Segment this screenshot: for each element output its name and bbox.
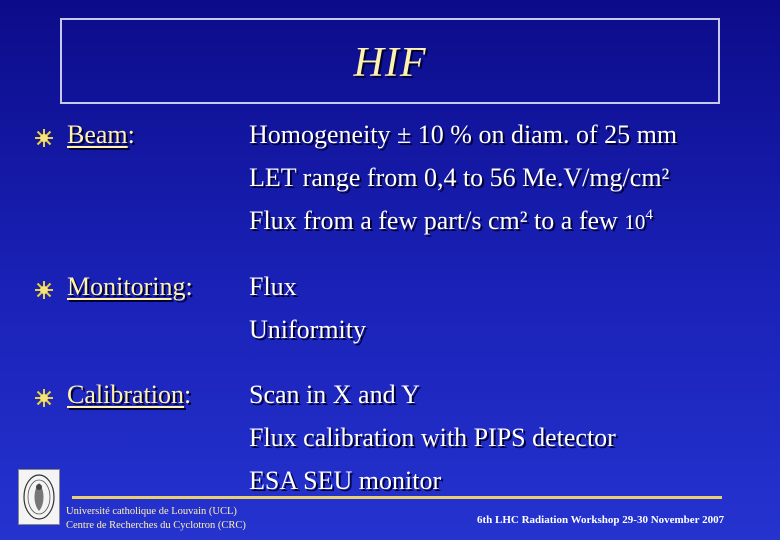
- beam-line-1: Homogeneity ± 10 % on diam. of 25 mm: [249, 120, 678, 149]
- footer-event: 6th LHC Radiation Workshop 29-30 November 2007: [477, 514, 725, 526]
- label-colon: :: [185, 272, 193, 301]
- starburst-bullet-icon: [34, 280, 54, 300]
- starburst-bullet-icon: [34, 128, 54, 148]
- monitoring-line-1: Flux: [249, 272, 297, 301]
- section-label-calibration: [67, 380, 191, 410]
- calibration-line-3: ESA SEU monitor: [249, 466, 442, 495]
- label-text: Monitoring: [67, 272, 186, 301]
- calibration-line-2: Flux calibration with PIPS detector: [249, 423, 616, 452]
- section-label-monitoring: [67, 272, 193, 302]
- label-text: Beam: [67, 120, 128, 149]
- starburst-bullet-icon: [34, 388, 54, 408]
- footer-institution-line-2: Centre de Recherches du Cyclotron (CRC): [66, 520, 246, 531]
- beam-line-3-text: Flux from a few part/s cm² to a few: [249, 206, 625, 235]
- footer-institution-line-1: Université catholique de Louvain (UCL): [66, 506, 237, 517]
- footer-institution: [66, 505, 246, 533]
- flux-exponent: 4: [645, 207, 653, 223]
- university-seal-logo: [18, 469, 60, 525]
- title-frame: [60, 18, 720, 104]
- label-colon: :: [183, 380, 192, 409]
- flux-base: 10: [624, 210, 646, 234]
- label-colon: :: [127, 120, 135, 149]
- beam-line-2: LET range from 0,4 to 56 Me.V/mg/cm²: [249, 163, 670, 192]
- label-text: Calibration: [67, 380, 184, 409]
- slide-title: HIF: [353, 40, 427, 86]
- calibration-line-1: Scan in X and Y: [249, 380, 420, 409]
- monitoring-line-2: Uniformity: [249, 315, 366, 344]
- footer-rule: [72, 496, 722, 499]
- section-label-beam: [67, 120, 135, 150]
- beam-line-3: [249, 206, 653, 236]
